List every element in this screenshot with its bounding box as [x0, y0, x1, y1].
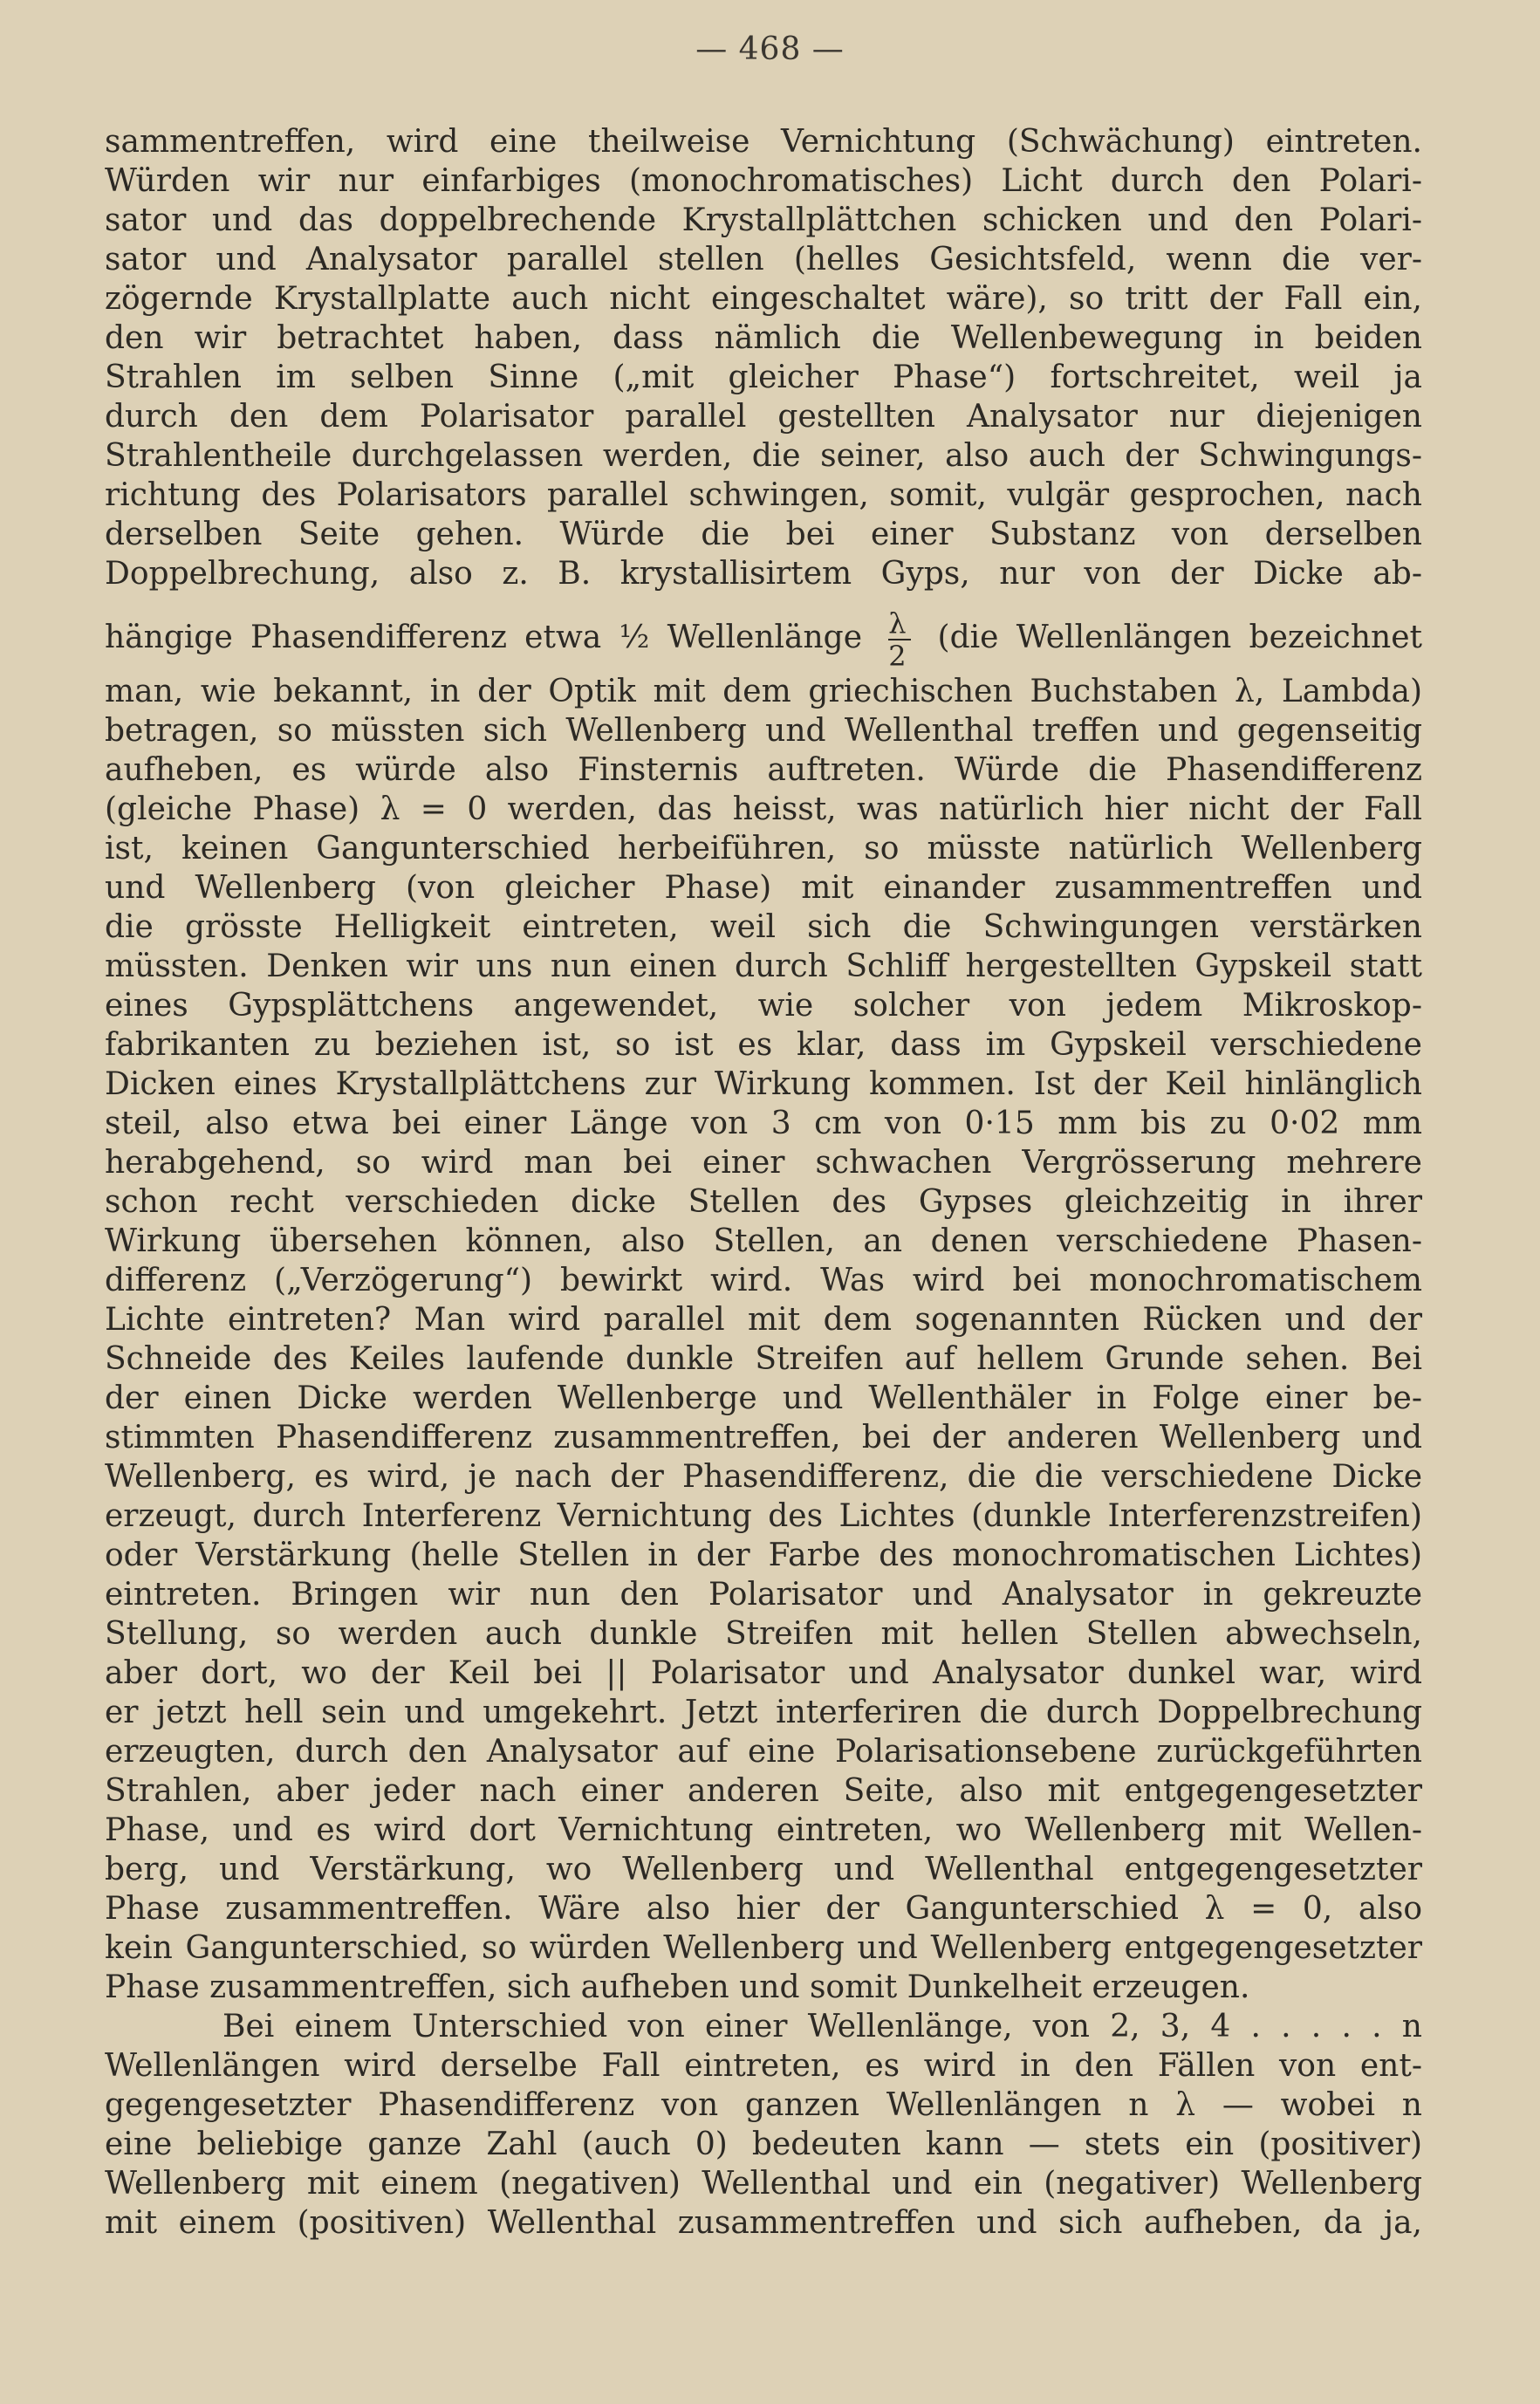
text-line: der einen Dicke werden Wellenberge und Wellenthäler in Folge einer be- [105, 1380, 1422, 1416]
text-line: differenz („Verzögerung“) bewirkt wird. Was wird bei monochromatischem [105, 1263, 1422, 1298]
text-line: schon recht verschieden dicke Stellen des Gypses gleichzeitig in ihrer [105, 1184, 1422, 1220]
text-line: Wellenlängen wird derselbe Fall eintreten, es wird in den Fällen von ent- [105, 2048, 1422, 2084]
text-line: betragen, so müssten sich Wellenberg und Wellenthal treffen und gegenseitig [105, 713, 1422, 749]
page-number: — 468 — [695, 31, 845, 67]
text-line: aber dort, wo der Keil bei || Polarisator und Analysator dunkel war, wird [105, 1655, 1422, 1691]
text-line: herabgehend, so wird man bei einer schwachen Vergrösserung mehrere [105, 1145, 1422, 1181]
text-line: erzeugten, durch den Analysator auf eine Polarisationsebene zurückgeführten [105, 1734, 1422, 1770]
text-line: müssten. Denken wir uns nun einen durch Schliff hergestellten Gypskeil statt [105, 949, 1422, 984]
text-line: Wellenberg, es wird, je nach der Phasendifferenz, die die verschiedene Dicke [105, 1459, 1422, 1495]
text-line: er jetzt hell sein und umgekehrt. Jetzt interferiren die durch Doppelbrechung [105, 1695, 1422, 1730]
text-line: Strahlen im selben Sinne („mit gleicher Phase“) fortschreitet, weil ja [105, 360, 1422, 395]
text-line: Würden wir nur einfarbiges (monochromatisches) Licht durch den Polari- [105, 163, 1422, 199]
text-line: Dicken eines Krystallplättchens zur Wirkung kommen. Ist der Keil hinlänglich [105, 1066, 1422, 1102]
text-line: (gleiche Phase) λ = 0 werden, das heisst, was natürlich hier nicht der Fall [105, 791, 1422, 827]
fraction-text-line [105, 593, 1422, 672]
text-line: oder Verstärkung (helle Stellen in der Farbe des monochromatischen Lichtes) [105, 1538, 1422, 1573]
paragraph-start-line: Bei einem Unterschied von einer Wellenlänge, von 2, 3, 4 . . . . . n [222, 2009, 1422, 2044]
text-line: den wir betrachtet haben, dass nämlich die Wellenbewegung in beiden [105, 320, 1422, 356]
lambda-half-fraction [888, 606, 911, 672]
text-line: sammentreffen, wird eine theilweise Vernichtung (Schwächung) eintreten. [105, 124, 1422, 160]
text-line: Schneide des Keiles laufende dunkle Streifen auf hellem Grunde sehen. Bei [105, 1341, 1422, 1377]
text-line: ist, keinen Gangunterschied herbeiführen, so müsste natürlich Wellenberg [105, 831, 1422, 866]
text-line: Stellung, so werden auch dunkle Streifen mit hellen Stellen abwechseln, [105, 1616, 1422, 1652]
text-line: eines Gypsplättchens angewendet, wie solcher von jedem Mikroskop- [105, 988, 1422, 1024]
text-line: Strahlen, aber jeder nach einer anderen Seite, also mit entgegengesetzter [105, 1773, 1422, 1809]
text-line: berg, und Verstärkung, wo Wellenberg und Wellenthal entgegengesetzter [105, 1852, 1422, 1887]
text-line: Lichte eintreten? Man wird parallel mit dem sogenannten Rücken und der [105, 1302, 1422, 1338]
fraction-numerator: λ [888, 606, 907, 640]
text-line: Wirkung übersehen können, also Stellen, an denen verschiedene Phasen- [105, 1223, 1422, 1259]
text-line: steil, also etwa bei einer Länge von 3 cm von 0·15 mm bis zu 0·02 mm [105, 1106, 1422, 1141]
text-line: Phase zusammentreffen. Wäre also hier der Gangunterschied λ = 0, also [105, 1891, 1422, 1927]
text-line: Doppelbrechung, also z. B. krystallisirtem Gyps, nur von der Dicke ab- [105, 556, 1422, 592]
text-line: aufheben, es würde also Finsternis auftreten. Würde die Phasendifferenz [105, 752, 1422, 788]
text-line: stimmten Phasendifferenz zusammentreffen, bei der anderen Wellenberg und [105, 1420, 1422, 1455]
fraction-line-after: (die Wellenlängen bezeichnet [937, 620, 1422, 655]
text-line: durch den dem Polarisator parallel gestellten Analysator nur diejenigen [105, 399, 1422, 435]
text-line: die grösste Helligkeit eintreten, weil sich die Schwingungen verstärken [105, 909, 1422, 945]
text-line: sator und das doppelbrechende Krystallplättchen schicken und den Polari- [105, 202, 1422, 238]
text-line: man, wie bekannt, in der Optik mit dem griechischen Buchstaben λ, Lambda) [105, 674, 1422, 709]
fraction-line-before: hängige Phasendifferenz etwa ½ Wellenlänge [105, 620, 863, 655]
text-line: zögernde Krystallplatte auch nicht eingeschaltet wäre), so tritt der Fall ein, [105, 281, 1422, 317]
body-text [105, 122, 1422, 2243]
text-line: und Wellenberg (von gleicher Phase) mit einander zusammentreffen und [105, 870, 1422, 906]
text-line: mit einem (positiven) Wellenthal zusammentreffen und sich aufheben, da ja, [105, 2205, 1422, 2241]
text-line: erzeugt, durch Interferenz Vernichtung des Lichtes (dunkle Interferenzstreifen) [105, 1498, 1422, 1534]
text-line: richtung des Polarisators parallel schwingen, somit, vulgär gesprochen, nach [105, 477, 1422, 513]
text-line: Strahlentheile durchgelassen werden, die seiner, also auch der Schwingungs- [105, 438, 1422, 474]
paragraph-end-line: Phase zusammentreffen, sich aufheben und somit Dunkelheit erzeugen. [105, 1969, 1250, 2005]
text-line: Wellenberg mit einem (negativen) Wellenthal und ein (negativer) Wellenberg [105, 2166, 1422, 2202]
fraction-denominator: 2 [888, 640, 907, 672]
text-line: kein Gangunterschied, so würden Wellenberg und Wellenberg entgegengesetzter [105, 1930, 1422, 1966]
text-line: fabrikanten zu beziehen ist, so ist es klar, dass im Gypskeil verschiedene [105, 1027, 1422, 1063]
text-line: derselben Seite gehen. Würde die bei einer Substanz von derselben [105, 517, 1422, 552]
text-line: Phase, und es wird dort Vernichtung eintreten, wo Wellenberg mit Wellen- [105, 1812, 1422, 1848]
text-line: gegengesetzter Phasendifferenz von ganzen Wellenlängen n λ — wobei n [105, 2087, 1422, 2123]
text-line: sator und Analysator parallel stellen (helles Gesichtsfeld, wenn die ver- [105, 242, 1422, 277]
text-line: eine beliebige ganze Zahl (auch 0) bedeuten kann — stets ein (positiver) [105, 2127, 1422, 2162]
text-line: eintreten. Bringen wir nun den Polarisator und Analysator in gekreuzte [105, 1577, 1422, 1613]
